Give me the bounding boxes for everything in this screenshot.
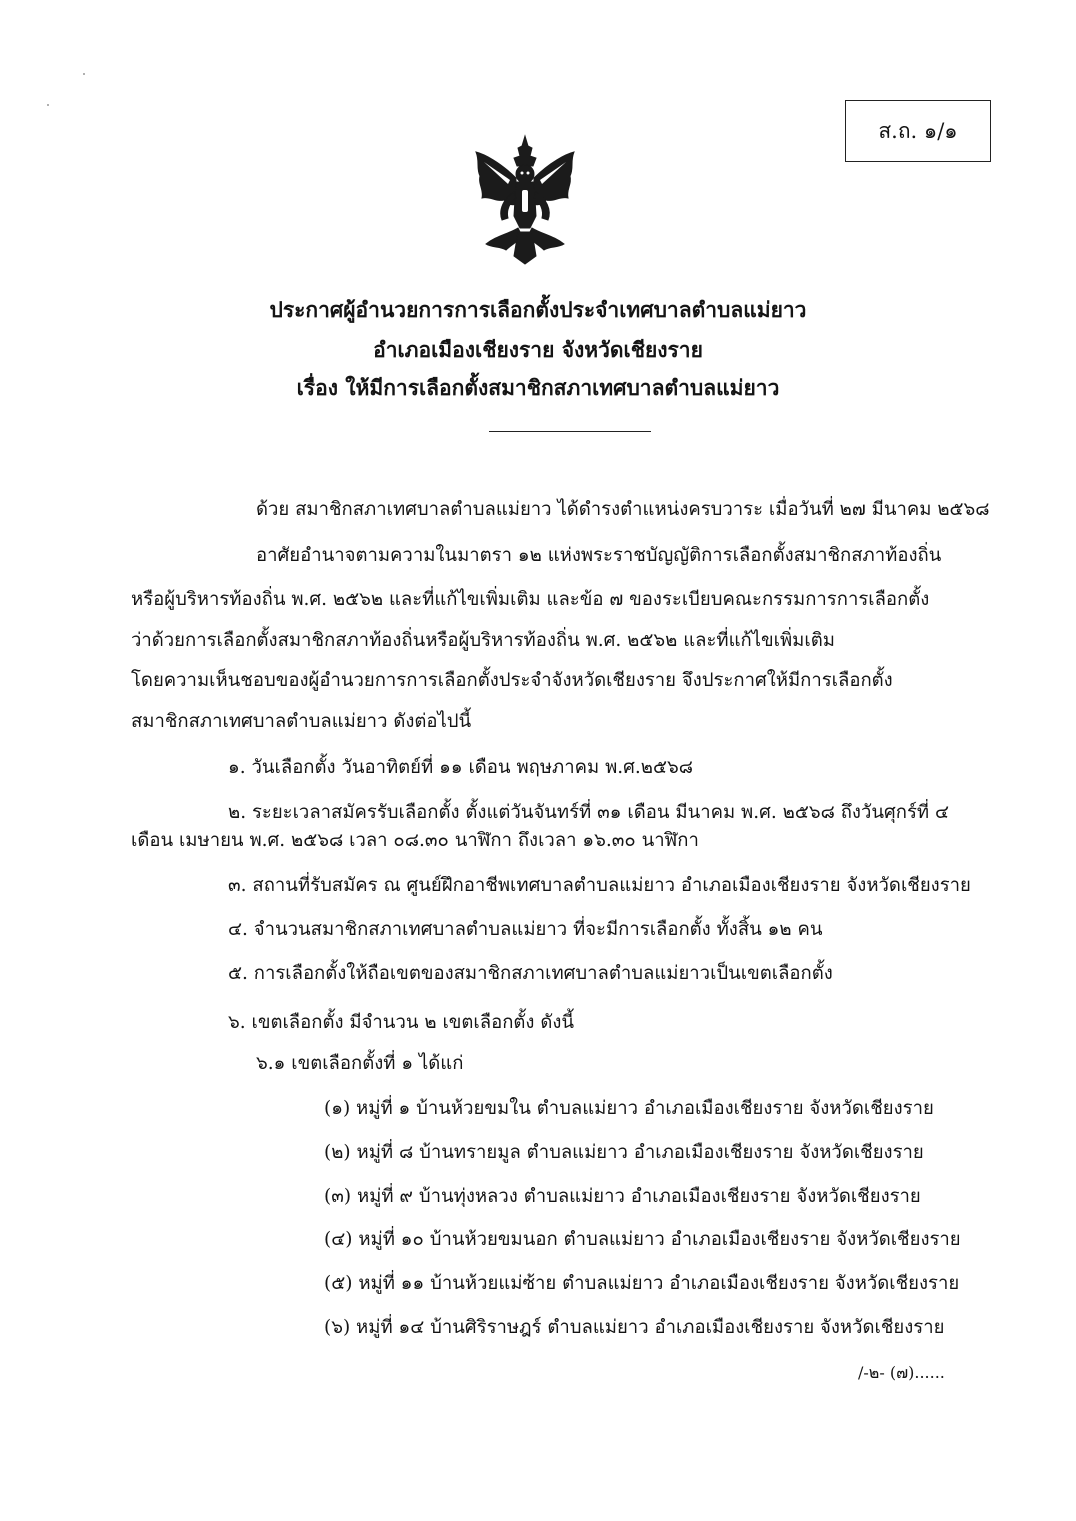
village-list-item: (๔) หมู่ที่ ๑๐ บ้านห้วยขมนอก ตำบลแม่ยาว อำเภอเมืองเชียงราย จังหวัดเชียงราย <box>324 1229 961 1250</box>
scan-speck <box>83 73 85 75</box>
item-constituency-count: ๖. เขตเลือกตั้ง มีจำนวน ๒ เขตเลือกตั้ง ดังนี้ <box>228 1012 575 1033</box>
continuation-marker: /-๒- (๗)...... <box>858 1363 945 1382</box>
document-code-box <box>845 100 991 162</box>
item-constituency-rule: ๕. การเลือกตั้งให้ถือเขตของสมาชิกสภาเทศบาลตำบลแม่ยาวเป็นเขตเลือกตั้ง <box>228 963 833 984</box>
item-application-period-line-1: ๒. ระยะเวลาสมัครรับเลือกตั้ง ตั้งแต่วันจันทร์ที่ ๓๑ เดือน มีนาคม พ.ศ. ๒๕๖๘ ถึงวันศุกร์ที่ ๔ <box>228 802 949 823</box>
village-list-item: (๖) หมู่ที่ ๑๔ บ้านศิริราษฎร์ ตำบลแม่ยาว อำเภอเมืองเชียงราย จังหวัดเชียงราย <box>324 1317 945 1338</box>
village-list-item: (๒) หมู่ที่ ๘ บ้านทรายมูล ตำบลแม่ยาว อำเภอเมืองเชียงราย จังหวัดเชียงราย <box>324 1142 924 1163</box>
authority-line-3: ว่าด้วยการเลือกตั้งสมาชิกสภาท้องถิ่นหรือผู้บริหารท้องถิ่น พ.ศ. ๒๕๖๒ และที่แก้ไขเพิ่มเติม <box>131 630 835 651</box>
intro-paragraph: ด้วย สมาชิกสภาเทศบาลตำบลแม่ยาว ได้ดำรงตำแหน่งครบวาระ เมื่อวันที่ ๒๗ มีนาคม ๒๕๖๘ <box>256 499 990 520</box>
item-application-venue: ๓. สถานที่รับสมัคร ณ ศูนย์ฝึกอาชีพเทศบาลตำบลแม่ยาว อำเภอเมืองเชียงราย จังหวัดเชียงราย <box>228 875 971 896</box>
announcement-title: ประกาศผู้อำนวยการการเลือกตั้งประจำเทศบาลตำบลแม่ยาว <box>269 297 807 322</box>
announcement-subject: เรื่อง ให้มีการเลือกตั้งสมาชิกสภาเทศบาลตำบลแม่ยาว <box>296 375 780 400</box>
authority-line-2: หรือผู้บริหารท้องถิ่น พ.ศ. ๒๕๖๒ และที่แก้ไขเพิ่มเติม และข้อ ๗ ของระเบียบคณะกรรมการการเลือกตั้ง <box>131 589 930 610</box>
garuda-emblem-icon <box>470 132 580 272</box>
village-list-item: (๕) หมู่ที่ ๑๑ บ้านห้วยแม่ซ้าย ตำบลแม่ยาว อำเภอเมืองเชียงราย จังหวัดเชียงราย <box>324 1273 960 1294</box>
authority-line-5: สมาชิกสภาเทศบาลตำบลแม่ยาว ดังต่อไปนี้ <box>131 711 472 732</box>
title-divider <box>489 431 651 432</box>
village-list-item: (๑) หมู่ที่ ๑ บ้านห้วยขมใน ตำบลแม่ยาว อำเภอเมืองเชียงราย จังหวัดเชียงราย <box>324 1098 934 1119</box>
authority-line-4: โดยความเห็นชอบของผู้อำนวยการการเลือกตั้งประจำจังหวัดเชียงราย จึงประกาศให้มีการเลือกตั้ง <box>131 670 893 691</box>
item-member-count: ๔. จำนวนสมาชิกสภาเทศบาลตำบลแม่ยาว ที่จะมีการเลือกตั้ง ทั้งสิ้น ๑๒ คน <box>228 919 823 940</box>
document-code: ส.ถ. ๑/๑ <box>878 118 958 143</box>
announcement-location: อำเภอเมืองเชียงราย จังหวัดเชียงราย <box>373 337 703 362</box>
item-election-date: ๑. วันเลือกตั้ง วันอาทิตย์ที่ ๑๑ เดือน พฤษภาคม พ.ศ.๒๕๖๘ <box>228 757 693 778</box>
village-list-item: (๓) หมู่ที่ ๙ บ้านทุ่งหลวง ตำบลแม่ยาว อำเภอเมืองเชียงราย จังหวัดเชียงราย <box>324 1186 921 1207</box>
scan-speck <box>47 104 49 106</box>
authority-line-1: อาศัยอำนาจตามความในมาตรา ๑๒ แห่งพระราชบัญญัติการเลือกตั้งสมาชิกสภาท้องถิ่น <box>256 545 942 566</box>
item-application-period-line-2: เดือน เมษายน พ.ศ. ๒๕๖๘ เวลา ๐๘.๓๐ นาฬิกา ถึงเวลา ๑๖.๓๐ นาฬิกา <box>131 830 699 851</box>
item-constituency-1-heading: ๖.๑ เขตเลือกตั้งที่ ๑ ได้แก่ <box>256 1053 464 1074</box>
